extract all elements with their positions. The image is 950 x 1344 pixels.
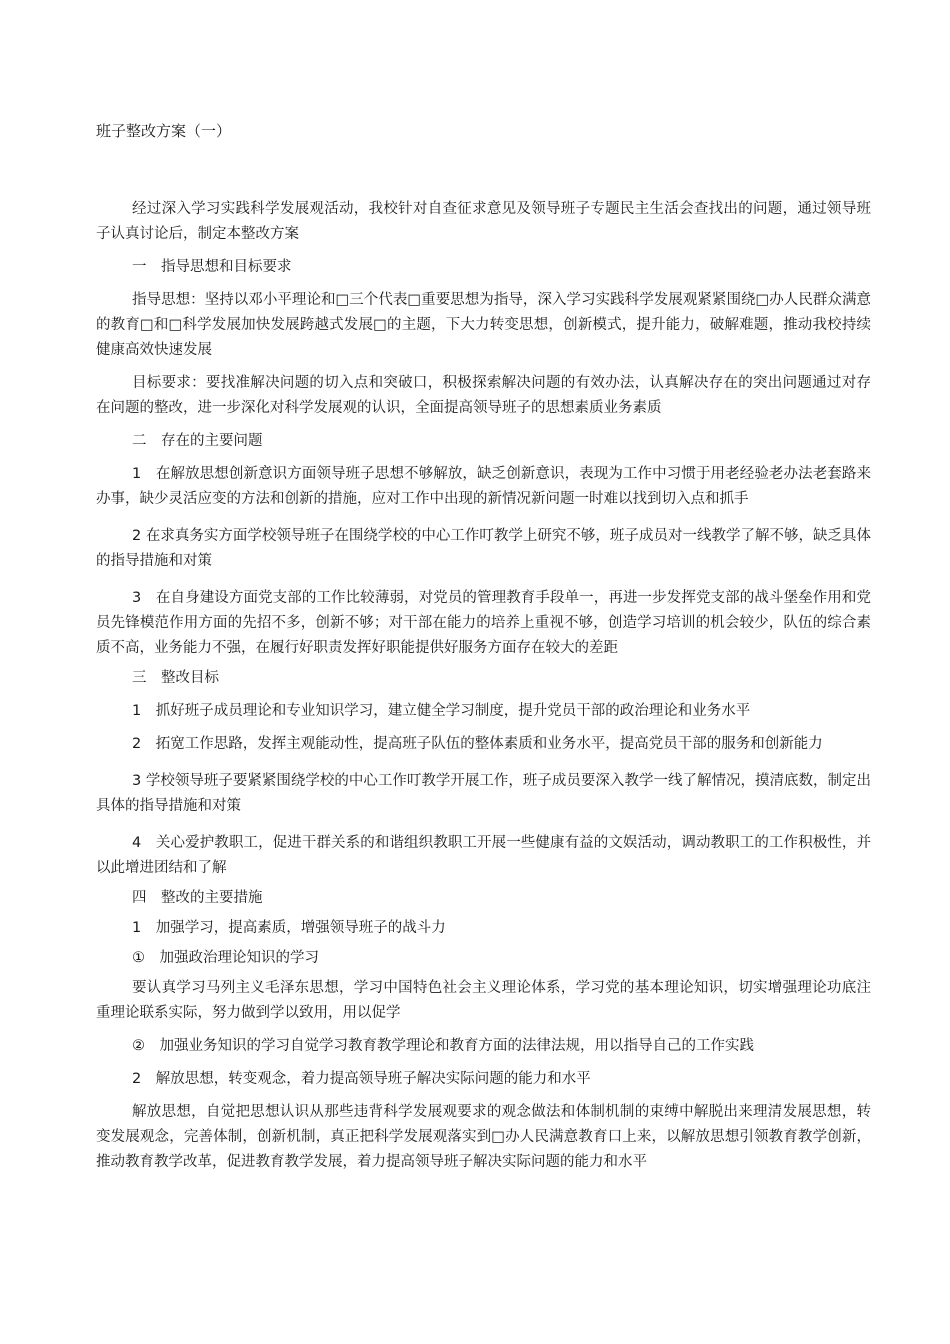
section-heading-4: 四 整改的主要措施 bbox=[132, 890, 263, 906]
measure-item-2: 2 解放思想，转变观念，着力提高领导班子解决实际问题的能力和水平 bbox=[132, 1071, 591, 1087]
goal-item-2: 2 拓宽工作思路，发挥主观能动性，提高班子队伍的整体素质和业务水平，提高党员干部的服务和创新能力 bbox=[132, 736, 823, 752]
measure-item-1: 1 加强学习，提高素质，增强领导班子的战斗力 bbox=[132, 920, 446, 936]
goal-item-4: 4 关心爱护教职工，促进干群关系的和谐组织教职工开展一些健康有益的文娱活动，调动教职工的工作积极性，并以此增进团结和了解 bbox=[96, 835, 871, 876]
section-heading-2: 二 存在的主要问题 bbox=[132, 433, 263, 449]
problem-item-2: 2 在求真务实方面学校领导班子在围绕学校的中心工作叮教学上研究不够，班子成员对一线教学了解不够，缺乏具体的指导措施和对策 bbox=[96, 528, 871, 569]
target-requirements-paragraph: 目标要求：要找准解决问题的切入点和突破口，积极探索解决问题的有效办法，认真解决存在的突出问题通过对存在问题的整改，进一步深化对科学发展观的认识，全面提高领导班子的思想素质业务素质 bbox=[96, 375, 871, 416]
intro-paragraph: 经过深入学习实践科学发展观活动，我校针对自查征求意见及领导班子专题民主生活会查找出的问题，通过领导班子认真讨论后，制定本整改方案 bbox=[96, 201, 871, 242]
measure-subitem-1: ① 加强政治理论知识的学习 bbox=[132, 950, 319, 966]
document-body bbox=[96, 197, 871, 1175]
section-heading-3: 三 整改目标 bbox=[132, 670, 219, 686]
goal-item-3: 3 学校领导班子要紧紧围绕学校的中心工作叮教学开展工作，班子成员要深入教学一线了解情况，摸清底数，制定出具体的指导措施和对策 bbox=[96, 773, 871, 814]
section-heading-1: 一 指导思想和目标要求 bbox=[132, 259, 292, 275]
measure-item-2-text: 解放思想，自觉把思想认识从那些违背科学发展观要求的观念做法和体制机制的束缚中解脱出来理清发展思想，转变发展观念，完善体制，创新机制，真正把科学发展观落实到□办人民满意教育口上来，以解放思想引领教育教学创新，推动教育教学改革，促进教育教学发展，着力提高领导班子解决实际问题的能力和水平 bbox=[96, 1104, 871, 1170]
measure-subitem-1-text: 要认真学习马列主义毛泽东思想，学习中国特色社会主义理论体系，学习党的基本理论知识，切实增强理论功底注重理论联系实际，努力做到学以致用，用以促学 bbox=[96, 980, 871, 1021]
problem-item-1: 1 在解放思想创新意识方面领导班子思想不够解放，缺乏创新意识，表现为工作中习惯于用老经验老办法老套路来办事，缺少灵活应变的方法和创新的措施，应对工作中出现的新情况新问题一时难以找到切入点和抓手 bbox=[96, 466, 871, 507]
document-title: 班子整改方案（一） bbox=[96, 122, 232, 140]
measure-subitem-2: ② 加强业务知识的学习自觉学习教育教学理论和教育方面的法律法规，用以指导自己的工作实践 bbox=[132, 1038, 754, 1054]
problem-item-3: 3 在自身建设方面党支部的工作比较薄弱，对党员的管理教育手段单一，再进一步发挥党支部的战斗堡垒作用和党员先锋模范作用方面的先招不多，创新不够；对干部在能力的培养上重视不够，创造学习培训的机会较少，队伍的综合素质不高，业务能力不强，在履行好职责发挥好职能提供好服务方面存在较大的差距 bbox=[96, 590, 871, 656]
goal-item-1: 1 抓好班子成员理论和专业知识学习，建立健全学习制度，提升党员干部的政治理论和业务水平 bbox=[132, 703, 751, 719]
guiding-ideology-paragraph: 指导思想：坚持以邓小平理论和□三个代表□重要思想为指导，深入学习实践科学发展观紧紧围绕□办人民群众满意的教育□和□科学发展加快发展跨越式发展□的主题，下大力转变思想，创新模式，提升能力，破解难题，推动我校持续健康高效快速发展 bbox=[96, 292, 871, 358]
